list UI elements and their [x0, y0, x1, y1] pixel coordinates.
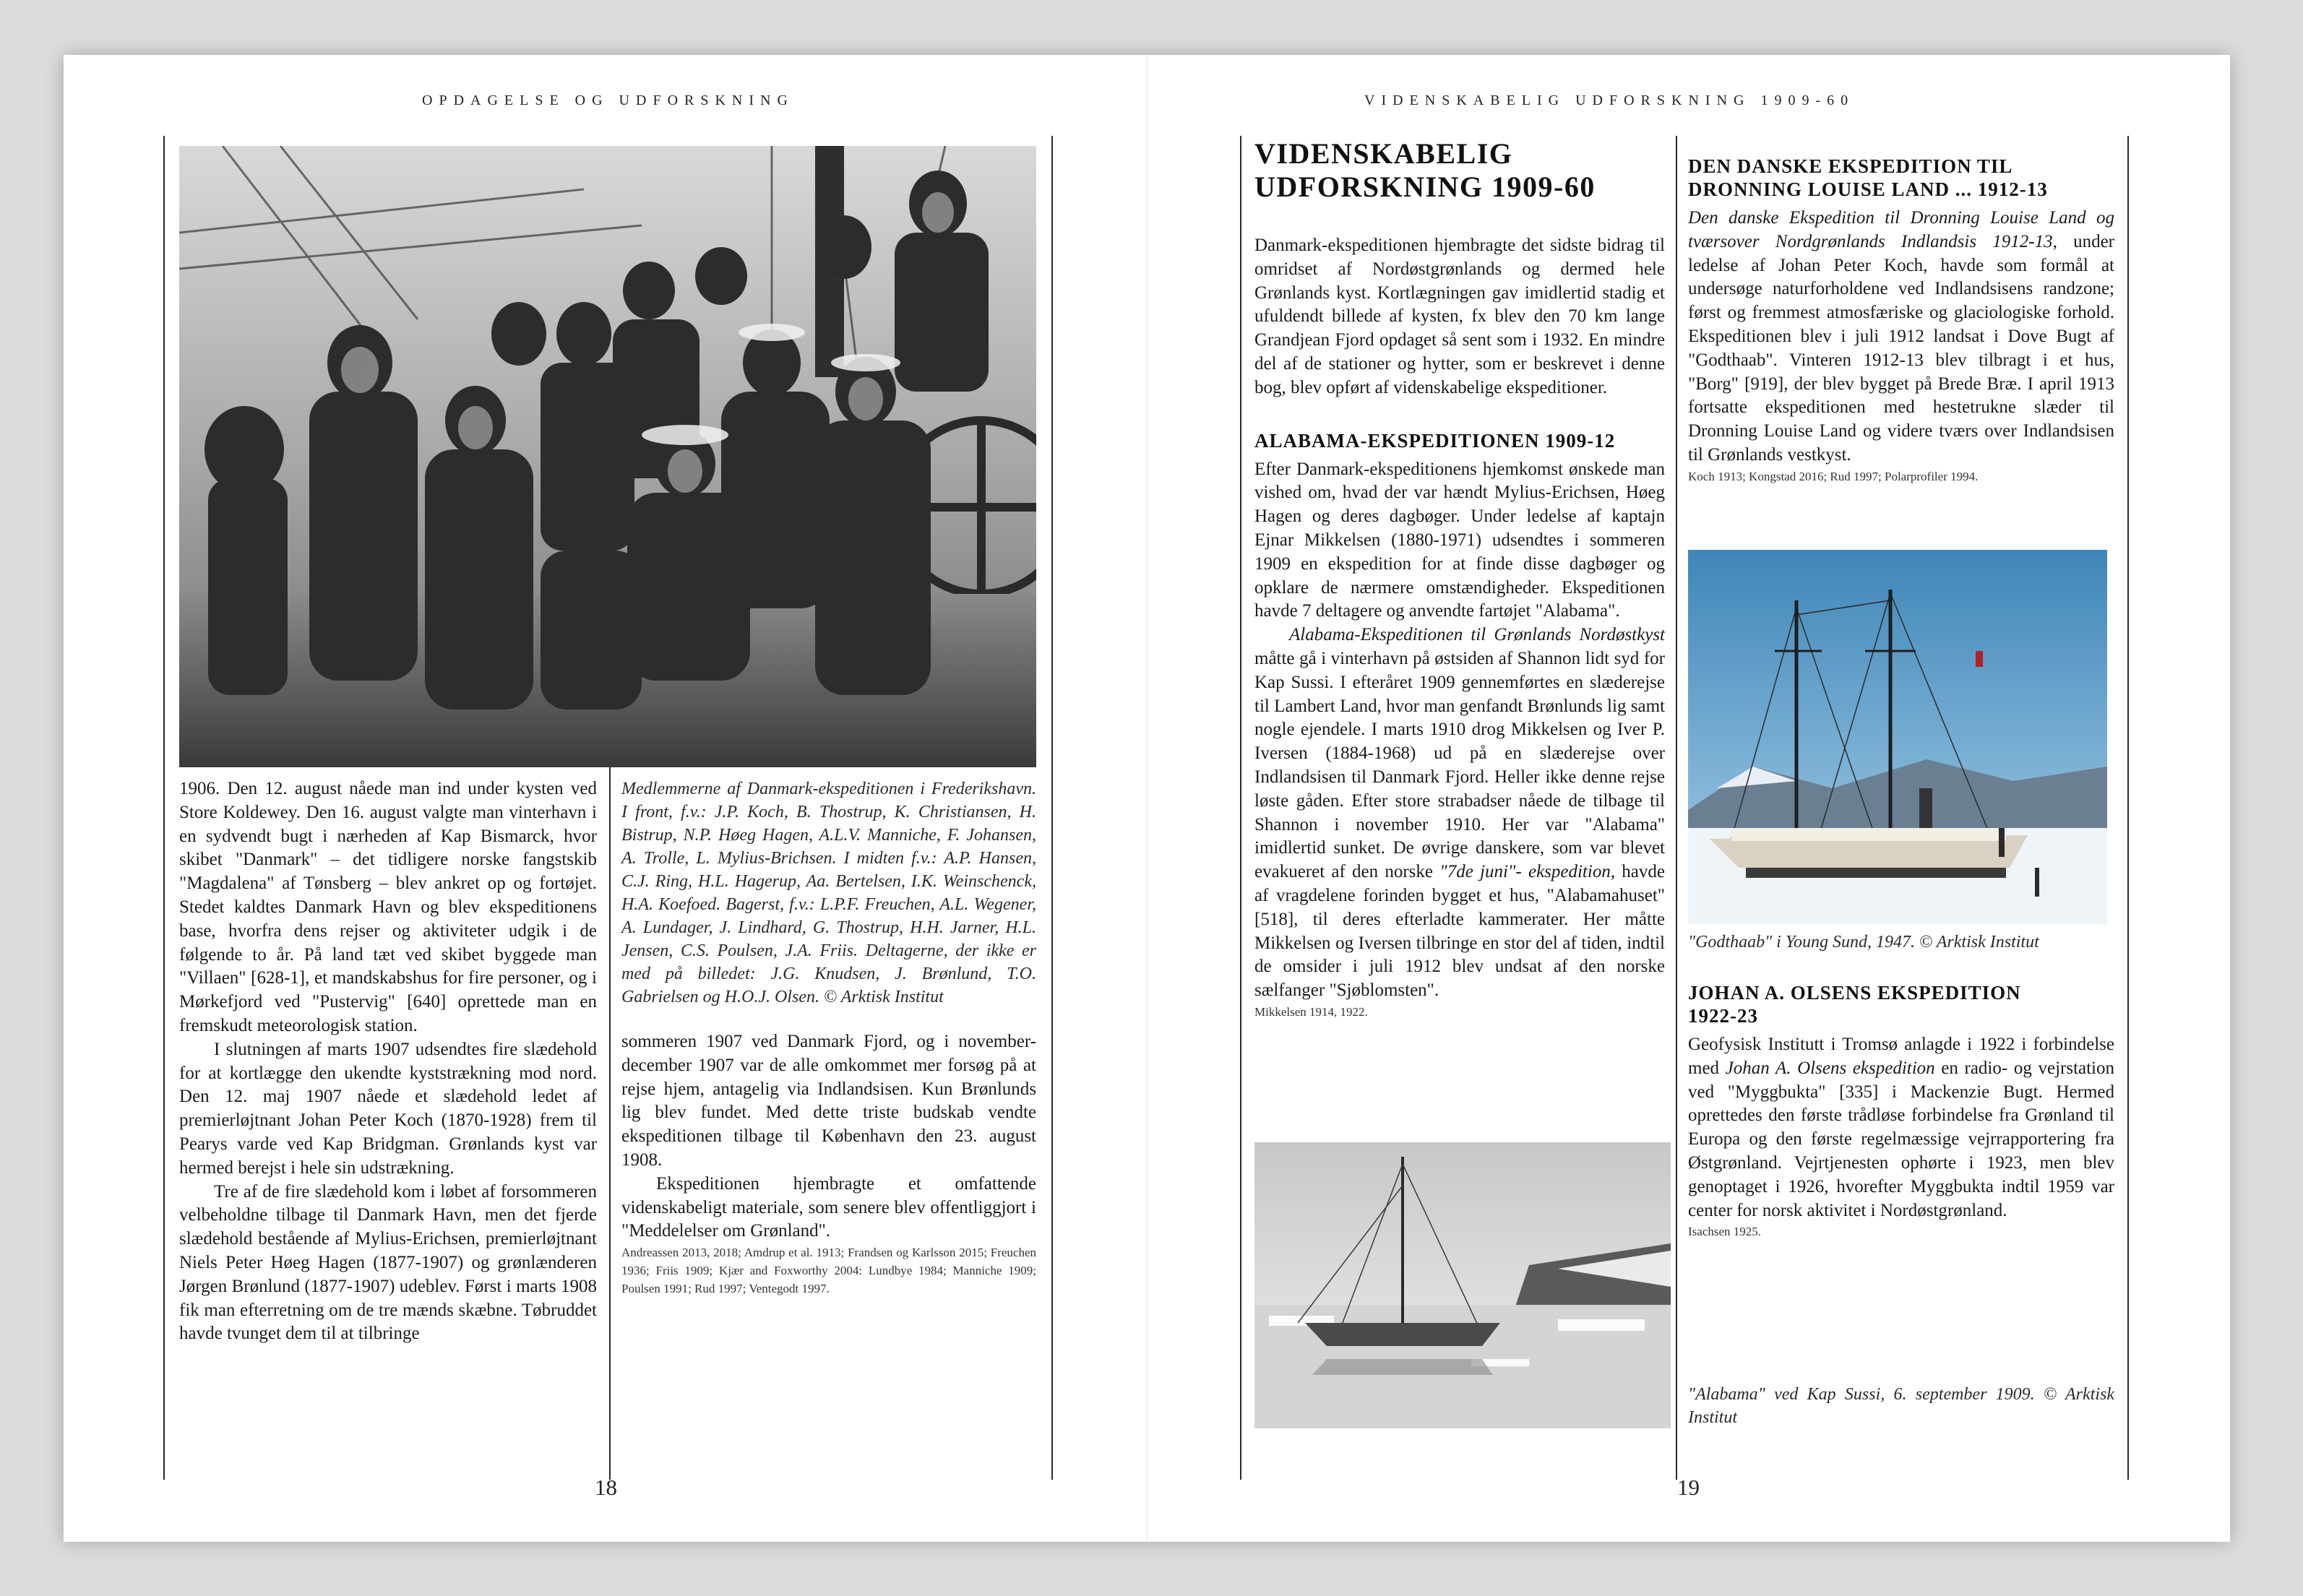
book-spread	[64, 55, 2230, 1542]
right-body-column-2b	[1688, 931, 2114, 1241]
koch-heading-line: DEN DANSKE EKSPEDITION TIL	[1688, 155, 2013, 177]
left-inner-rule	[1051, 136, 1053, 1480]
expedition-group-photo	[179, 146, 1036, 767]
godthaab-ship-photo	[1688, 550, 2107, 924]
left-body-column-2	[621, 777, 1036, 1298]
left-running-head: OPDAGELSE OG UDFORSKNING	[422, 92, 794, 108]
alabama-caption-block	[1688, 1383, 2114, 1429]
left-page-number: 18	[595, 1475, 617, 1500]
chapter-heading-line: VIDENSKABELIG	[1254, 137, 1513, 170]
chapter-heading	[1254, 137, 1665, 204]
june7-expedition-title: "7de juni"- ekspedition	[1439, 862, 1611, 882]
left-outer-rule	[163, 136, 165, 1480]
koch-heading	[1688, 155, 2114, 201]
left-body-paragraph: Tre af de fire slædehold kom i løbet af forsommeren velbeholdne tilbage til Danmark Havn, men det fjerde slædehold bestående af Mylius-Erichsen, premierløjtnant Niels Peter Høeg Hagen (1877-1907) og grønlænderen Jørgen Brønlund (1877-1907) udeblev. Først i marts 1908 fik man efterretning om de tre mænds skæbne. Tøbruddet havde tvunget dem til at tilbringe	[179, 1181, 597, 1344]
left-references: Andreassen 2013, 2018; Amdrup et al. 1913; Frandsen og Karlsson 2015; Freuchen 1936; Friis 1909; Kjær and Foxworthy 2004: Lundbye 1984; Manniche 1909; Poulsen 1991; Rud 1997; Ventegodt 1997.	[621, 1246, 1036, 1296]
alabama-caption: "Alabama" ved Kap Sussi, 6. september 1909. © Arktisk Institut	[1688, 1385, 2114, 1427]
group-photo-caption: Medlemmerne af Danmark-ekspeditionen i Frederikshavn. I front, f.v.: J.P. Koch, B. Thostrup, K. Christiansen, H. Bistrup, N.P. Høeg Hagen, A.L.V. Manniche, F. Johansen, A. Trolle, L. Mylius-Brichsen. I midten f.v.: A.P. Hansen, C.J. Ring, H.L. Hagerup, Aa. Bertelsen, I.K. Weinschenck, H.A. Koefoed. Bagerst, f.v.: L.P.F. Freuchen, A.L. Wegener, A. Lundager, J. Lindhard, G. Thostrup, H.H. Jarner, H.L. Jensen, C.S. Poulsen, J.A. Friis. Deltagerne, der ikke er med på billedet: J.G. Knudsen, J. Brønlund, T.O. Gabrielsen og H.O.J. Olsen. © Arktisk Institut	[621, 780, 1036, 1006]
alabama-text: måtte gå i vinterhavn på østsiden af Shannon lidt syd for Kap Sussi. I efteråret 1909 gennemførtes en slæderejse til Lambert Land, hvor man genfandt Brønlunds lig samt nogle ejendele. I marts 1910 drog Mikkelsen og Iver P. Iversen (1884-1968) ud på en slæderejse over Indlandsisen til Danmark Fjord. Heller ikke denne rejse løste gåden. Efter store strabadser nåede de tilbage til Shannon i november 1910. Her var "Alabama" imidlertid sunket. De øvrige danskere, som var blevet evakueret af den norske	[1254, 648, 1665, 882]
koch-text: , under ledelse af Johan Peter Koch, havde som formål at undersøge naturforholdene ved Indlandsisens randzone; først og fremmest atmosfæriske og glaciologiske forhold. Ekspeditionen blev i juli 1912 landsat i Dove Bugt af "Godthaab". Vinteren 1912-13 blev tilbragt i et hus, "Borg" [919], der blev bygget på Brede Bræ. I april 1913 fortsatte ekspeditionen med hestetrukne slæder til Dronning Louise Land og videre tværs over Indlandsisen til Grønlands vestkyst.	[1688, 231, 2114, 465]
olsen-expedition-title: Johan A. Olsens ekspedition	[1725, 1058, 1935, 1078]
right-page-number: 19	[1677, 1475, 1700, 1500]
alabama-ship-photo	[1254, 1142, 1671, 1428]
koch-paragraph	[1688, 207, 2114, 467]
alabama-paragraph	[1254, 624, 1665, 1003]
chapter-heading-line: UDFORSKNING 1909-60	[1254, 171, 1596, 203]
olsen-paragraph	[1688, 1033, 2114, 1222]
left-body-paragraph: sommeren 1907 ved Danmark Fjord, og i november-december 1907 var de alle omkommet mer forsøg på at rejse hjem, antagelig via Indlandsisen. Kun Brønlunds lig blev fundet. Med dette triste budskab vendte ekspeditionen tilbage til København den 23. august 1908.	[621, 1032, 1036, 1170]
gutter	[1147, 55, 1148, 1542]
alabama-references: Mikkelsen 1914, 1922.	[1254, 1004, 1368, 1019]
alabama-paragraph: Efter Danmark-ekspeditionens hjemkomst ønskede man vished om, hvad der var hændt Mylius-Erichsen, Høeg Hagen og deres dagbøger. Under ledelse af kaptajn Ejnar Mikkelsen (1880-1971) udsendtes i sommeren 1909 en ekspedition for at finde disse dagbøger og opklare de nærmere omstændigheder. Ekspeditionen havde 7 deltagere og anvendte fartøjet "Alabama".	[1254, 459, 1665, 621]
right-body-column-1	[1254, 137, 1665, 1021]
intro-paragraph: Danmark-ekspeditionen hjembragte det sidste bidrag til omridset af Nordøstgrønlands og dermed hele Grønlands kyst. Kortlægningen gav imidlertid stadig et ufuldendt billede af kysten, fx blev den 70 km lange Grandjean Fjord opdaget så sent som i 1932. En mindre del af de stationer og hytter, som er beskrevet i denne bog, blev opført af videnskabelige ekspeditioner.	[1254, 236, 1665, 397]
olsen-heading-line: JOHAN A. OLSENS EKSPEDITION	[1688, 982, 2021, 1004]
olsen-text: Geofysisk Institutt i Tromsø anlagde i 1922 i forbindelse med	[1688, 1035, 2114, 1078]
left-body-paragraph: 1906. Den 12. august nåede man ind under kysten ved Store Koldewey. Den 16. august valgte man vinterhavn i en sydvendt bugt i nærheden af Kap Bismarck, hvor skibet "Danmark" – det tidligere norske fangstskib "Magdalena" af Tønsberg – blev ankret op og fortøjet. Stedet kaldtes Danmark Havn og blev ekspeditionens base, hvorfra dens rejser og aktiviteter udgik i de følgende to år. På land tæt ved skibet byggede man "Villaen" [628-1], et mandskabshus for fire personer, og i Mørkefjord ved "Pustervig" [640] oprettede man en fremskudt meteorologisk station.	[179, 779, 597, 1035]
olsen-heading	[1688, 981, 2114, 1027]
alabama-text: , havde af vragdelene forinden bygget et hus, "Alabamahuset" [518], til deres efterladte kammerater. Her måtte Mikkelsen og Iversen tilbringe en stor del af tiden, indtil de omsider i juli 1912 blev undsat af den norske sælfanger "Sjøblomsten".	[1254, 862, 1665, 1001]
koch-references: Koch 1913; Kongstad 2016; Rud 1997; Polarprofiler 1994.	[1688, 469, 1979, 483]
koch-expedition-title: Den danske Ekspedition til Dronning Louise Land og tværsover Nordgrønlands Indlandsis 1912-13	[1688, 208, 2114, 251]
godthaab-caption: "Godthaab" i Young Sund, 1947. © Arktisk Institut	[1688, 933, 2039, 952]
left-body-paragraph: Ekspeditionen hjembragte et omfattende videnskabeligt materiale, som senere blev offentliggjort i "Meddelelser om Grønland".	[621, 1173, 1036, 1241]
olsen-references: Isachsen 1925.	[1688, 1225, 1762, 1239]
right-body-column-2	[1688, 155, 2114, 486]
left-column-rule	[609, 764, 611, 1480]
olsen-heading-line: 1922-23	[1688, 1005, 1758, 1027]
left-body-paragraph: I slutningen af marts 1907 udsendtes fire slædehold for at kortlægge den ukendte kyststrækning mod nord. Den 12. maj 1907 nåede et slædehold ledet af premierløjtnant Johan Peter Koch (1870-1928) frem til Pearys varde ved Kap Bridgman. Grønlands kyst var hermed berejst i hele sin udstrækning.	[179, 1039, 597, 1178]
koch-heading-line: DRONNING LOUISE LAND ... 1912-13	[1688, 178, 2048, 200]
left-body-column-1	[179, 777, 597, 1346]
right-inner-rule	[2127, 136, 2129, 1480]
right-running-head: VIDENSKABELIG UDFORSKNING 1909-60	[1364, 92, 1855, 108]
right-outer-rule	[1240, 136, 1241, 1480]
alabama-heading: ALABAMA-EKSPEDITIONEN 1909-12	[1254, 429, 1616, 452]
right-column-rule	[1676, 136, 1677, 1480]
alabama-expedition-title: Alabama-Ekspeditionen til Grønlands Nordøstkyst	[1289, 625, 1665, 645]
olsen-text: en radio- og vejrstation ved "Myggbukta" [335] i Mackenzie Bugt. Hermed oprettedes den første trådløse forbindelse fra Grønland til Europa og den første regelmæssige vejrrapportering fra Østgrønland. Vejrtjenesten ophørte i 1923, men blev genoptaget i 1926, hvorefter Myggbukta indtil 1959 var center for norsk aktivitet i Nordøstgrønland.	[1688, 1058, 2114, 1220]
